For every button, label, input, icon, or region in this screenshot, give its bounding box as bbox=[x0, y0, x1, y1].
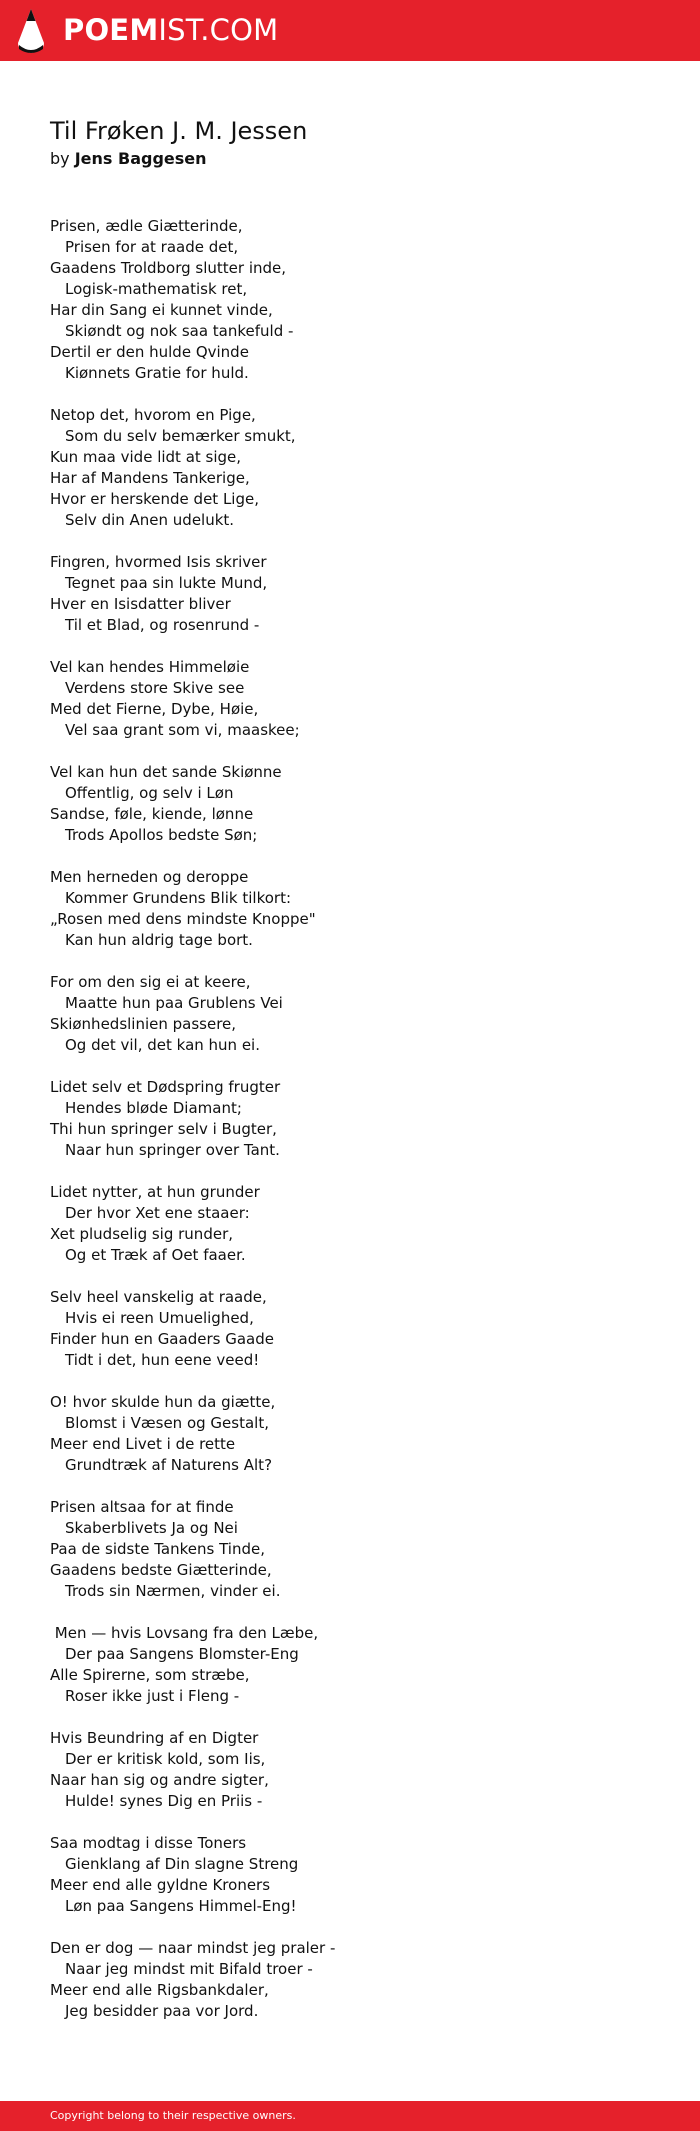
poem-stanza bbox=[50, 552, 650, 636]
site-header bbox=[0, 0, 700, 61]
poem-line: Alle Spirerne, som stræbe, bbox=[50, 1666, 250, 1684]
poem-line: Lidet selv et Dødspring frugter bbox=[50, 1078, 281, 1096]
poem-line: Offentlig, og selv i Løn bbox=[65, 784, 234, 802]
poem-line: Verdens store Skive see bbox=[65, 679, 245, 697]
poem-line: Meer end alle Rigsbankdaler, bbox=[50, 1981, 269, 1999]
poem-stanza bbox=[50, 657, 650, 741]
poem-line: Meer end Livet i de rette bbox=[50, 1435, 236, 1453]
logo-text-bold: POEM bbox=[63, 13, 159, 47]
poem-line: Skiønhedslinien passere, bbox=[50, 1015, 237, 1033]
poem-line: Xet pludselig sig runder, bbox=[50, 1225, 234, 1243]
poem-line: Og det vil, det kan hun ei. bbox=[65, 1036, 260, 1054]
poem-stanza bbox=[50, 1287, 650, 1371]
pencil-tip-icon bbox=[14, 7, 48, 55]
poem-line: Saa modtag i disse Toners bbox=[50, 1834, 247, 1852]
poem-line: Naar han sig og andre sigter, bbox=[50, 1771, 269, 1789]
poem-line: Gaadens Troldborg slutter inde, bbox=[50, 259, 287, 277]
poem-line: Kan hun aldrig tage bort. bbox=[65, 931, 253, 949]
poem-line: Finder hun en Gaaders Gaade bbox=[50, 1330, 274, 1348]
poem-line: For om den sig ei at keere, bbox=[50, 973, 251, 991]
poem-line: Tegnet paa sin lukte Mund, bbox=[65, 574, 268, 592]
poem-stanza bbox=[50, 1623, 650, 1707]
poem-line: Men — hvis Lovsang fra den Læbe, bbox=[50, 1624, 319, 1642]
poem-stanza bbox=[50, 1728, 650, 1812]
poem-line: Prisen for at raade det, bbox=[65, 238, 239, 256]
poem-line: Naar jeg mindst mit Bifald troer - bbox=[65, 1960, 313, 1978]
poem-line: Der hvor Xet ene staaer: bbox=[65, 1204, 250, 1222]
poem-line: Paa de sidste Tankens Tinde, bbox=[50, 1540, 265, 1558]
poem-line: Hvor er herskende det Lige, bbox=[50, 490, 259, 508]
byline-prefix: by bbox=[50, 149, 70, 168]
poem-stanza bbox=[50, 972, 650, 1056]
poem-line: Netop det, hvorom en Pige, bbox=[50, 406, 256, 424]
poem-line: Roser ikke just i Fleng - bbox=[65, 1687, 240, 1705]
poem-line: Hver en Isisdatter bliver bbox=[50, 595, 231, 613]
poem-stanza bbox=[50, 405, 650, 531]
poem-line: Gienklang af Din slagne Streng bbox=[65, 1855, 299, 1873]
logo-text-light: IST.COM bbox=[158, 13, 279, 47]
poem-line: Meer end alle gyldne Kroners bbox=[50, 1876, 271, 1894]
poem-line: Grundtræk af Naturens Alt? bbox=[65, 1456, 273, 1474]
poem-line: Sandse, føle, kiende, lønne bbox=[50, 805, 254, 823]
poem-line: Kiønnets Gratie for huld. bbox=[65, 364, 249, 382]
poem-line: Kun maa vide lidt at sige, bbox=[50, 448, 242, 466]
poem-line: Lidet nytter, at hun grunder bbox=[50, 1183, 260, 1201]
poem-container bbox=[50, 114, 650, 2043]
poem-line: Blomst i Væsen og Gestalt, bbox=[65, 1414, 269, 1432]
author-link[interactable]: Jens Baggesen bbox=[74, 149, 207, 168]
poem-line: Fingren, hvormed Isis skriver bbox=[50, 553, 267, 571]
poem-line: Hvis Beundring af en Digter bbox=[50, 1729, 259, 1747]
poem-title: Til Frøken J. M. Jessen bbox=[50, 117, 308, 145]
poem-line: Skaberblivets Ja og Nei bbox=[65, 1519, 238, 1537]
poem-line: Naar hun springer over Tant. bbox=[65, 1141, 280, 1159]
poem-line: Kommer Grundens Blik tilkort: bbox=[65, 889, 292, 907]
poem-line: Men herneden og deroppe bbox=[50, 868, 249, 886]
poem-line: Og et Træk af Oet faaer. bbox=[65, 1246, 246, 1264]
poem-line: Som du selv bemærker smukt, bbox=[65, 427, 296, 445]
poem-line: Hvis ei reen Umuelighed, bbox=[65, 1309, 254, 1327]
poem-stanza bbox=[50, 762, 650, 846]
poem-line: Hendes bløde Diamant; bbox=[65, 1099, 242, 1117]
poem-line: Der paa Sangens Blomster-Eng bbox=[65, 1645, 299, 1663]
poem-stanza bbox=[50, 1077, 650, 1161]
poem-stanza bbox=[50, 1938, 650, 2022]
poem-line: Selv din Anen udelukt. bbox=[65, 511, 235, 529]
site-logo-text bbox=[63, 13, 279, 47]
poem-line: Maatte hun paa Grublens Vei bbox=[65, 994, 283, 1012]
poem-line: O! hvor skulde hun da giætte, bbox=[50, 1393, 276, 1411]
poem-stanza bbox=[50, 1497, 650, 1602]
site-footer bbox=[0, 2101, 700, 2131]
footer-copyright: Copyright belong to their respective owners. bbox=[50, 2109, 296, 2122]
poem-line: Har af Mandens Tankerige, bbox=[50, 469, 250, 487]
poem-line: Vel saa grant som vi, maaskee; bbox=[65, 721, 300, 739]
poem-line: Har din Sang ei kunnet vinde, bbox=[50, 301, 273, 319]
poem-line: Vel kan hendes Himmeløie bbox=[50, 658, 250, 676]
poem-line: Logisk-mathematisk ret, bbox=[65, 280, 248, 298]
poem-line: „Rosen med dens mindste Knoppe" bbox=[50, 910, 316, 928]
poem-stanza bbox=[50, 1392, 650, 1476]
poem-line: Jeg besidder paa vor Jord. bbox=[65, 2002, 259, 2020]
poem-line: Tidt i det, hun eene veed! bbox=[65, 1351, 260, 1369]
poem-line: Skiøndt og nok saa tankefuld - bbox=[65, 322, 294, 340]
poem-line: Prisen altsaa for at finde bbox=[50, 1498, 234, 1516]
poem-line: Gaadens bedste Giætterinde, bbox=[50, 1561, 272, 1579]
poem-stanza bbox=[50, 867, 650, 951]
poem-line: Trods Apollos bedste Søn; bbox=[65, 826, 258, 844]
poem-line: Trods sin Nærmen, vinder ei. bbox=[65, 1582, 281, 1600]
poem-body bbox=[50, 216, 650, 2022]
poem-line: Selv heel vanskelig at raade, bbox=[50, 1288, 267, 1306]
poem-line: Prisen, ædle Giætterinde, bbox=[50, 217, 243, 235]
poem-line: Med det Fierne, Dybe, Høie, bbox=[50, 700, 259, 718]
poem-stanza bbox=[50, 1182, 650, 1266]
poem-line: Der er kritisk kold, som Iis, bbox=[65, 1750, 266, 1768]
site-logo-link[interactable] bbox=[14, 7, 278, 55]
poem-line: Hulde! synes Dig en Priis - bbox=[65, 1792, 263, 1810]
poem-line: Den er dog — naar mindst jeg praler - bbox=[50, 1939, 336, 1957]
poem-line: Dertil er den hulde Qvinde bbox=[50, 343, 249, 361]
poem-stanza bbox=[50, 1833, 650, 1917]
poem-stanza bbox=[50, 216, 650, 384]
poem-line: Vel kan hun det sande Skiønne bbox=[50, 763, 282, 781]
poem-byline bbox=[50, 148, 650, 170]
poem-line: Løn paa Sangens Himmel-Eng! bbox=[65, 1897, 297, 1915]
poem-line: Thi hun springer selv i Bugter, bbox=[50, 1120, 277, 1138]
poem-line: Til et Blad, og rosenrund - bbox=[65, 616, 260, 634]
